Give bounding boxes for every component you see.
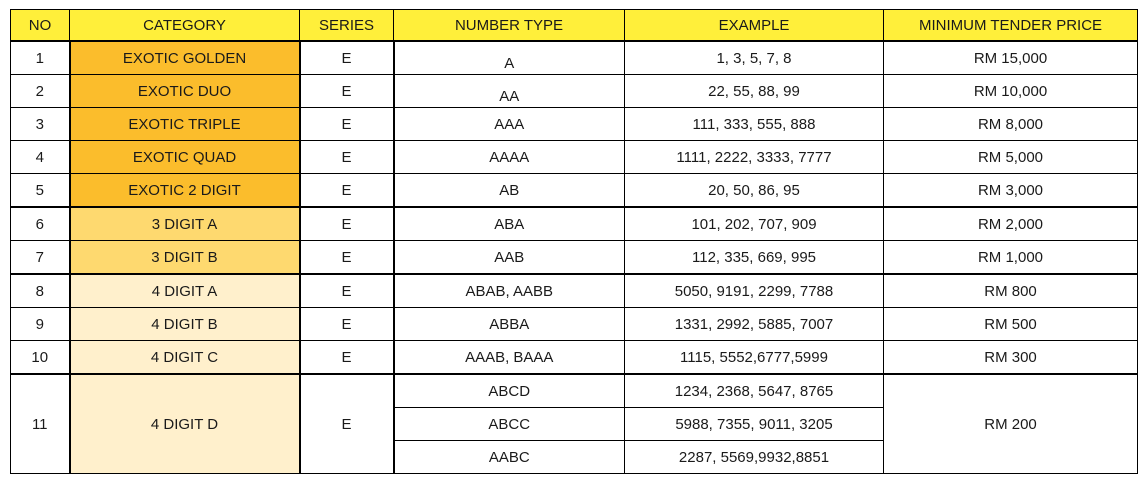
row-price: RM 5,000: [884, 141, 1138, 174]
row-example: 20, 50, 86, 95: [625, 174, 884, 208]
row-number-type: AAA: [394, 108, 625, 141]
table-row: [11, 174, 1138, 208]
row-series: E: [300, 308, 394, 341]
row-example: 112, 335, 669, 995: [625, 241, 884, 275]
table-row: [11, 274, 1138, 308]
row-no: 6: [11, 207, 70, 241]
row-number-type: [394, 41, 625, 75]
row-number-type: ABCD: [394, 374, 625, 408]
row-no: 11: [11, 374, 70, 474]
row-series: E: [300, 274, 394, 308]
row-price: RM 10,000: [884, 75, 1138, 108]
header-row: [11, 10, 1138, 42]
row-category: EXOTIC TRIPLE: [70, 108, 300, 141]
row-no: 9: [11, 308, 70, 341]
row-category: 3 DIGIT A: [70, 207, 300, 241]
row-example: 111, 333, 555, 888: [625, 108, 884, 141]
row-number-type: ABA: [394, 207, 625, 241]
row-no: 5: [11, 174, 70, 208]
row-no: 2: [11, 75, 70, 108]
tender-price-table: [10, 9, 1138, 474]
table-row: [11, 108, 1138, 141]
row-price: RM 2,000: [884, 207, 1138, 241]
row-example: 1234, 2368, 5647, 8765: [625, 374, 884, 408]
table-row: [11, 41, 1138, 75]
table-row: [11, 341, 1138, 375]
row-series: E: [300, 241, 394, 275]
row-price: RM 500: [884, 308, 1138, 341]
row-series: E: [300, 341, 394, 375]
row-example: 1111, 2222, 3333, 7777: [625, 141, 884, 174]
table-row: [11, 75, 1138, 108]
number-type-text: AA: [499, 87, 520, 105]
header-series: SERIES: [300, 10, 394, 42]
row-category: EXOTIC QUAD: [70, 141, 300, 174]
row-price: RM 200: [884, 374, 1138, 474]
row-no: 1: [11, 41, 70, 75]
row-series: E: [300, 374, 394, 474]
row-price: RM 3,000: [884, 174, 1138, 208]
table-row: [11, 141, 1138, 174]
row-price: RM 1,000: [884, 241, 1138, 275]
row-number-type: AAB: [394, 241, 625, 275]
row-number-type: AB: [394, 174, 625, 208]
table-row: [11, 241, 1138, 275]
header-example: EXAMPLE: [625, 10, 884, 42]
row-series: E: [300, 207, 394, 241]
row-series: E: [300, 108, 394, 141]
row-series: E: [300, 174, 394, 208]
header-min-tender-price: MINIMUM TENDER PRICE: [884, 10, 1138, 42]
row-no: 8: [11, 274, 70, 308]
row-example: 5988, 7355, 9011, 3205: [625, 408, 884, 441]
row-number-type: [394, 75, 625, 108]
row-number-type: AABC: [394, 441, 625, 474]
row-price: RM 300: [884, 341, 1138, 375]
row-category: EXOTIC DUO: [70, 75, 300, 108]
row-example: 101, 202, 707, 909: [625, 207, 884, 241]
row-category: 3 DIGIT B: [70, 241, 300, 275]
row-example: 1331, 2992, 5885, 7007: [625, 308, 884, 341]
row-category: 4 DIGIT B: [70, 308, 300, 341]
row-example: 1, 3, 5, 7, 8: [625, 41, 884, 75]
header-category: CATEGORY: [70, 10, 300, 42]
row-series: E: [300, 141, 394, 174]
row-series: E: [300, 41, 394, 75]
row-number-type: AAAA: [394, 141, 625, 174]
row-category: EXOTIC GOLDEN: [70, 41, 300, 75]
row-price: RM 800: [884, 274, 1138, 308]
row-example: 22, 55, 88, 99: [625, 75, 884, 108]
row-no: 10: [11, 341, 70, 375]
table-row: [11, 308, 1138, 341]
row-price: RM 8,000: [884, 108, 1138, 141]
row-no: 4: [11, 141, 70, 174]
row-number-type: AAAB, BAAA: [394, 341, 625, 375]
row-price: RM 15,000: [884, 41, 1138, 75]
row-category: EXOTIC 2 DIGIT: [70, 174, 300, 208]
row-number-type: ABAB, AABB: [394, 274, 625, 308]
row-series: E: [300, 75, 394, 108]
row-no: 3: [11, 108, 70, 141]
row-category: 4 DIGIT C: [70, 341, 300, 375]
row-category: 4 DIGIT A: [70, 274, 300, 308]
row-example: 1115, 5552,6777,5999: [625, 341, 884, 375]
table-row: [11, 374, 1138, 408]
header-number-type: NUMBER TYPE: [394, 10, 625, 42]
row-number-type: ABCC: [394, 408, 625, 441]
row-category: 4 DIGIT D: [70, 374, 300, 474]
row-no: 7: [11, 241, 70, 275]
table-row: [11, 207, 1138, 241]
row-number-type: ABBA: [394, 308, 625, 341]
row-example: 5050, 9191, 2299, 7788: [625, 274, 884, 308]
row-example: 2287, 5569,9932,8851: [625, 441, 884, 474]
number-type-text: A: [504, 54, 515, 72]
header-no: NO: [11, 10, 70, 42]
